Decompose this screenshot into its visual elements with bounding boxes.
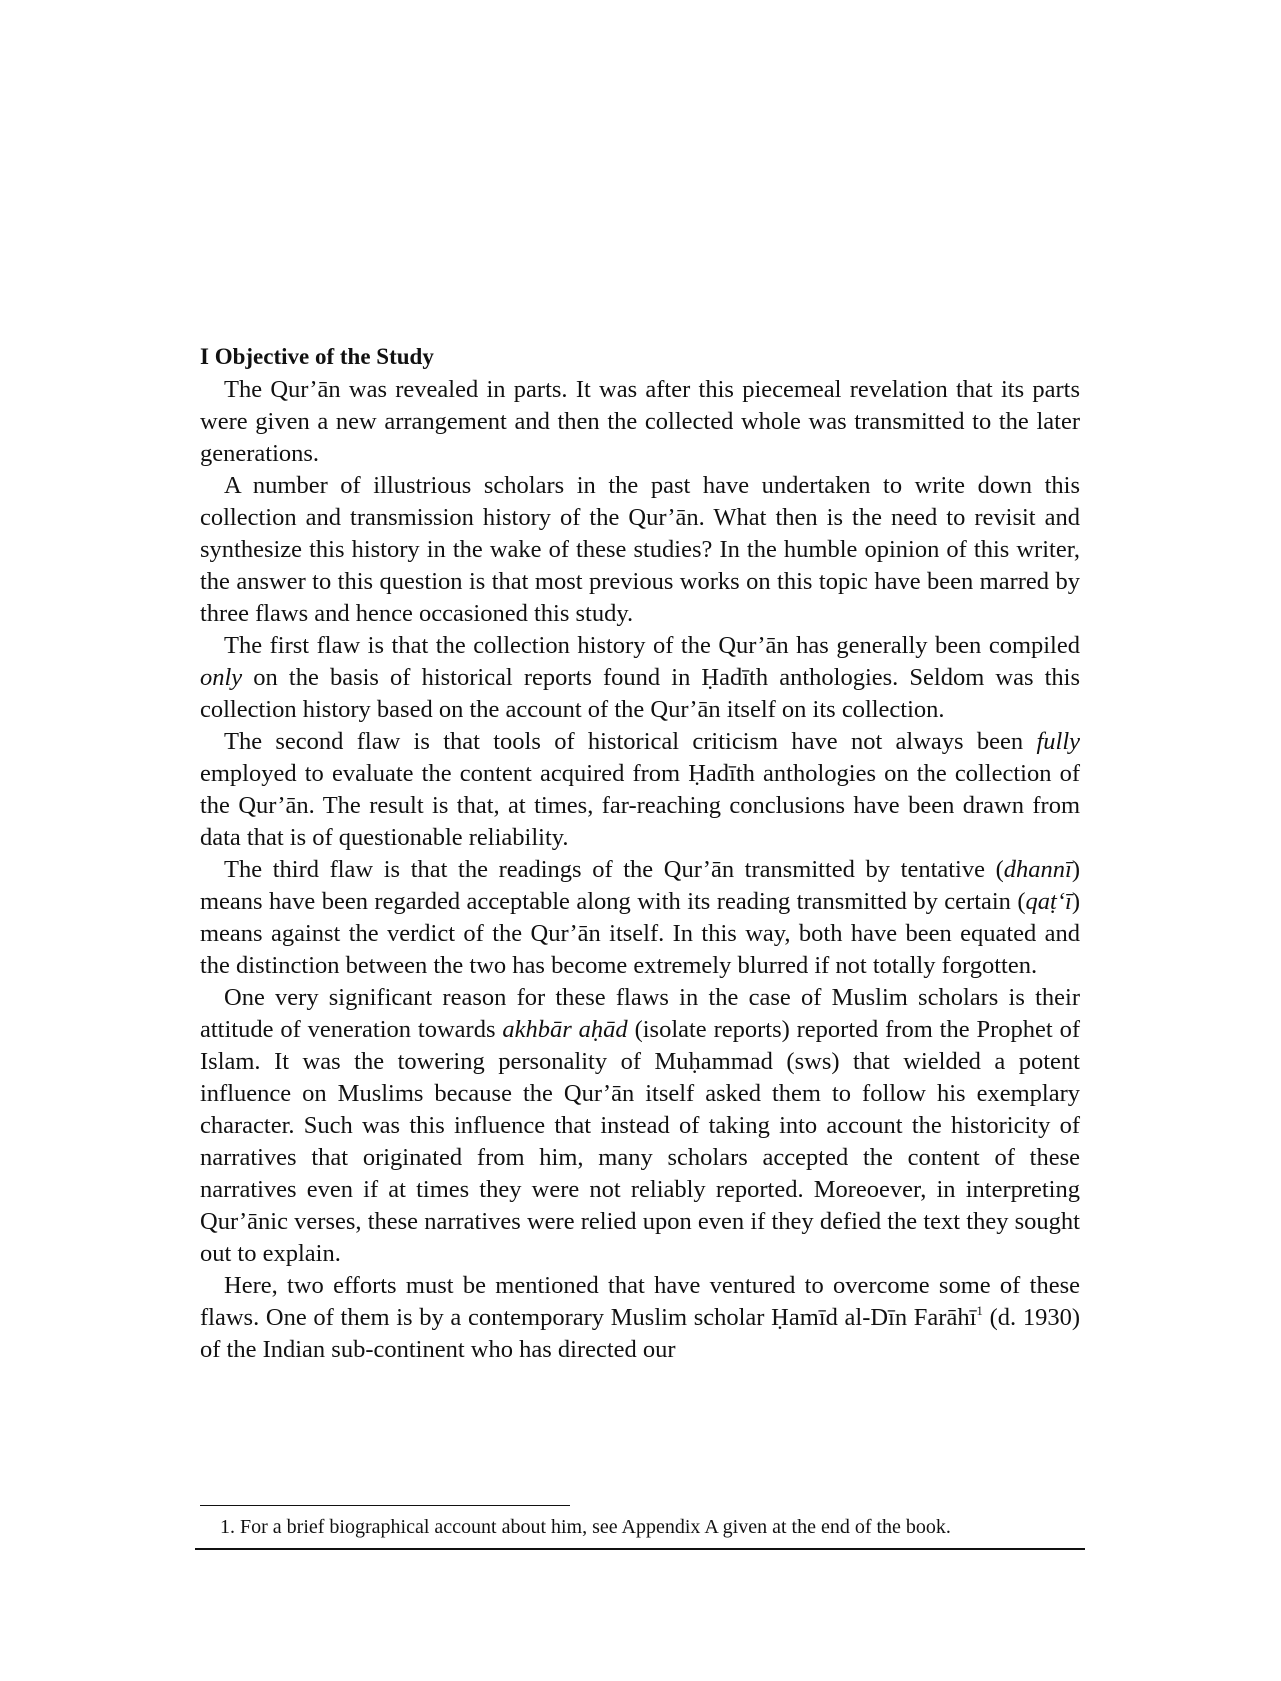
emphasis-text: akhbār aḥād	[502, 1016, 628, 1043]
paragraph-text: (d. 1930) of the Indian sub-continent who has directed our	[200, 1304, 1080, 1363]
paragraph-text: The Qur’ān was revealed in parts. It was after this piecemeal revelation that its parts were given a new arrangement and then the collected whole was transmitted to the later generations.	[200, 376, 1080, 467]
paragraph-7	[200, 1270, 1080, 1366]
paragraph-3	[200, 630, 1080, 726]
paragraph-text: A number of illustrious scholars in the past have undertaken to write down this collection and transmission history of the Qur’ān. What then is the need to revisit and synthesize this history in the wake of these studies? In the humble opinion of this writer, the answer to this question is that most previous works on this topic have been marred by three flaws and hence occasioned this study.	[200, 472, 1080, 627]
paragraph-text: ) means have been regarded acceptable along with its reading transmitted by certain (	[200, 856, 1080, 915]
paragraph-6	[200, 982, 1080, 1270]
paragraph-text: The third flaw is that the readings of the Qur’ān transmitted by tentative (	[224, 856, 1004, 883]
paragraph-text: The first flaw is that the collection history of the Qur’ān has generally been compiled	[224, 632, 1080, 659]
paragraph-text: ) means against the verdict of the Qur’ān itself. In this way, both have been equated and the distinction between the two has become extremely blurred if not totally forgotten.	[200, 888, 1080, 979]
paragraph-text: (isolate reports) reported from the Prophet of Islam. It was the towering personality of Muḥammad (sws) that wielded a potent influence on Muslims because the Qur’ān itself asked them to follow his exemplary character. Such was this influence that instead of taking into account the historicity of narratives that originated from him, many scholars accepted the content of these narratives even if at times they were not reliably reported. Moreoever, in interpreting Qur’ānic verses, these narratives were relied upon even if they defied the text they sought out to explain.	[200, 1016, 1080, 1267]
paragraph-text: Here, two efforts must be mentioned that have ventured to overcome some of these flaws. One of them is by a contemporary Muslim scholar Ḥamīd al-Dīn Farāhī	[200, 1272, 1080, 1331]
paragraph-4	[200, 726, 1080, 854]
paragraph-text: The second flaw is that tools of historical criticism have not always been	[224, 728, 1037, 755]
paragraph-2	[200, 470, 1080, 630]
emphasis-text: only	[200, 664, 243, 691]
footnote-marker: 1	[976, 1303, 983, 1318]
paragraph-5	[200, 854, 1080, 982]
footnote-separator	[200, 1505, 570, 1506]
section-heading: I Objective of the Study	[200, 344, 434, 369]
main-text	[200, 340, 1080, 1366]
paragraph-1	[200, 374, 1080, 470]
bottom-rule	[195, 1548, 1085, 1550]
footnote-1: 1. For a brief biographical account about him, see Appendix A given at the end of the book.	[220, 1516, 951, 1538]
paragraph-text: employed to evaluate the content acquired from Ḥadīth anthologies on the collection of the Qur’ān. The result is that, at times, far-reaching conclusions have been drawn from data that is of questionable reliability.	[200, 760, 1080, 851]
emphasis-text: qaṭ‘ī	[1025, 888, 1072, 915]
paragraph-text: on the basis of historical reports found in Ḥadīth anthologies. Seldom was this collection history based on the account of the Qur’ān itself on its collection.	[200, 664, 1080, 723]
paragraph-text: One very significant reason for these flaws in the case of Muslim scholars is their attitude of veneration towards	[200, 984, 1080, 1043]
emphasis-text: dhannī	[1003, 856, 1072, 883]
emphasis-text: fully	[1036, 728, 1080, 755]
